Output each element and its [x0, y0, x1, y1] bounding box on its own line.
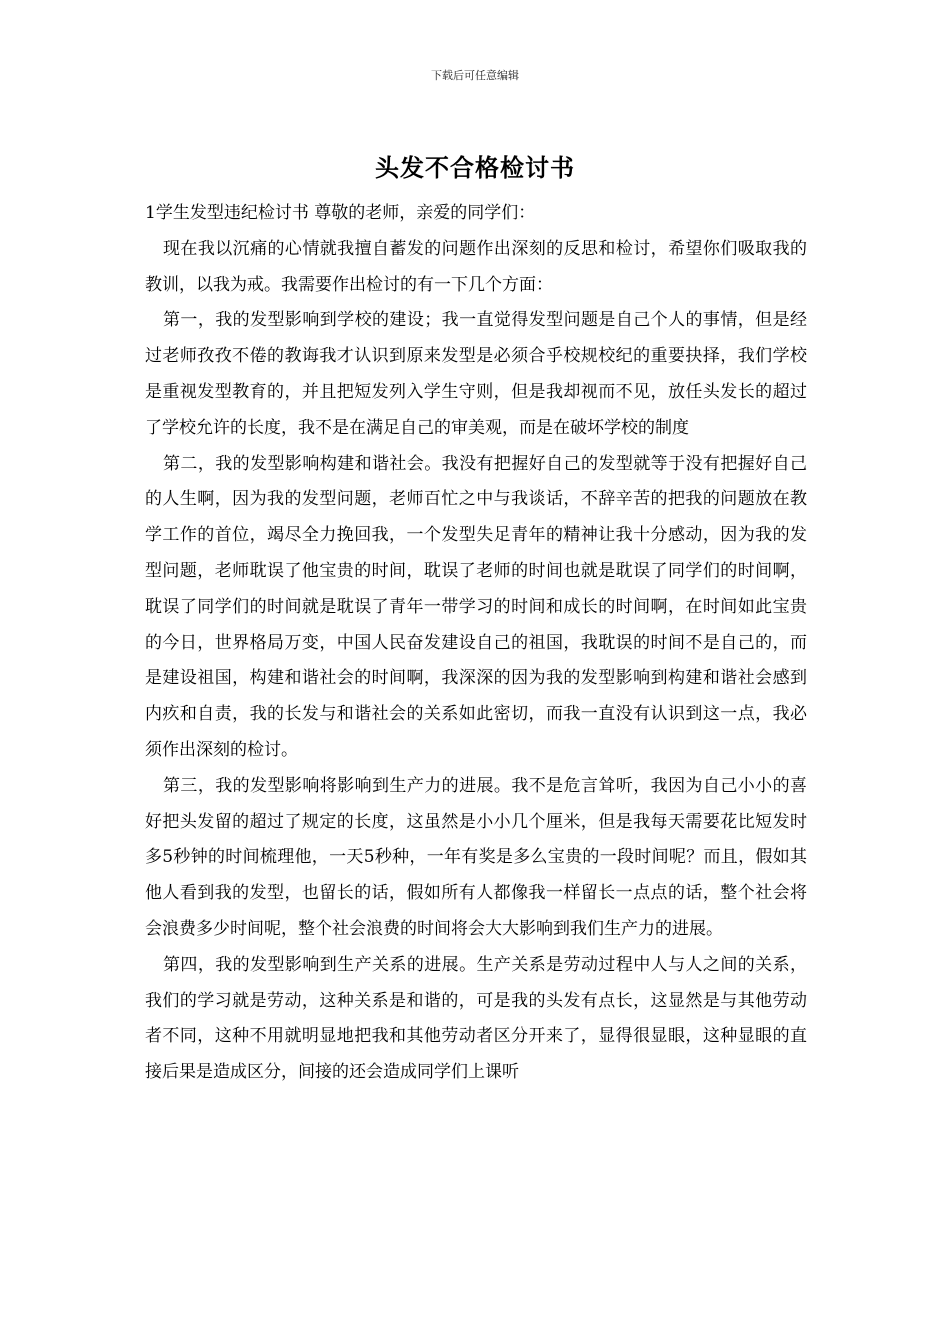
paragraph-salutation: 1学生发型违纪检讨书 尊敬的老师，亲爱的同学们： [145, 203, 536, 223]
paragraph-fourth: 第四，我的发型影响到生产关系的进展。生产关系是劳动过程中人与人之间的关系，我们的学习就是劳动，这种关系是和谐的，可是我的头发有点长，这显然是与其他劳动者不同，这种不用就明显地把我和其他劳动者区分开来了，显得很显眼，这种显眼的直接后果是造成区分，间接的还会造成同学们上课听 [145, 954, 807, 1083]
document-body [145, 196, 807, 1091]
document-title: 头发不合格检讨书 [375, 153, 575, 182]
paragraph-intro: 现在我以沉痛的心情就我擅自蓄发的问题作出深刻的反思和检讨，希望你们吸取我的教训，以我为戒。我需要作出检讨的有一下几个方面： [145, 238, 807, 295]
paragraph-first: 第一，我的发型影响到学校的建设；我一直觉得发型问题是自己个人的事情，但是经过老师孜孜不倦的教诲我才认识到原来发型是必须合乎校规校纪的重要抉择，我们学校是重视发型教育的，并且把短发列入学生守则，但是我却视而不见，放任头发长的超过了学校允许的长度，我不是在满足自己的审美观，而是在破坏学校的制度 [145, 310, 807, 438]
paragraph-third: 第三，我的发型影响将影响到生产力的进展。我不是危言耸听，我因为自己小小的喜好把头发留的超过了规定的长度，这虽然是小小几个厘米，但是我每天需要花比短发时多5秒钟的时间梳理他，一天5秒种，一年有奖是多么宝贵的一段时间呢？而且，假如其他人看到我的发型，也留长的话，假如所有人都像我一样留长一点点的话，整个社会将会浪费多少时间呢，整个社会浪费的时间将会大大影响到我们生产力的进展。 [145, 775, 807, 939]
header-note: 下载后可任意编辑 [431, 69, 519, 82]
paragraph-second: 第二，我的发型影响构建和谐社会。我没有把握好自己的发型就等于没有把握好自己的人生啊，因为我的发型问题，老师百忙之中与我谈话，不辞辛苦的把我的问题放在教学工作的首位，竭尽全力挽回我，一个发型失足青年的精神让我十分感动，因为我的发型问题，老师耽误了他宝贵的时间，耽误了老师的时间也就是耽误了同学们的时间啊，耽误了同学们的时间就是耽误了青年一带学习的时间和成长的时间啊，在时间如此宝贵的今日，世界格局万变，中国人民奋发建设自己的祖国，我耽误的时间不是自己的，而是建设祖国，构建和谐社会的时间啊，我深深的因为我的发型影响到构建和谐社会感到内疚和自责，我的长发与和谐社会的关系如此密切，而我一直没有认识到这一点，我必须作出深刻的检讨。 [145, 453, 807, 760]
